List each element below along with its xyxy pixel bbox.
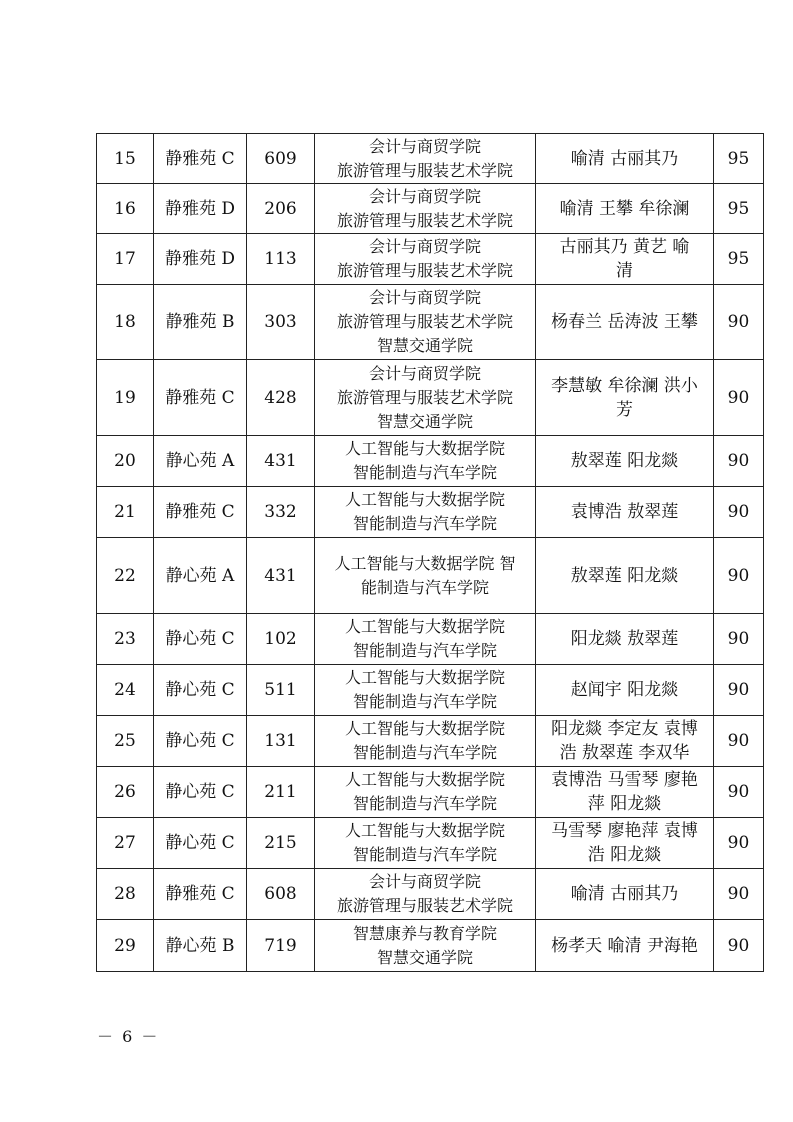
college-cell xyxy=(315,818,536,869)
score-cell: 90 xyxy=(714,818,764,869)
college-line: 会计与商贸学院 xyxy=(368,237,481,256)
college-cell xyxy=(315,487,536,538)
staff-cell xyxy=(536,436,714,487)
room-cell: 431 xyxy=(247,538,315,614)
college-line: 会计与商贸学院 xyxy=(368,186,481,206)
score-cell: 90 xyxy=(714,436,764,487)
score-cell: 95 xyxy=(714,234,764,285)
score-cell: 90 xyxy=(714,716,764,767)
room-cell: 206 xyxy=(247,184,315,234)
row-number-cell: 15 xyxy=(97,134,154,184)
college-line: 会计与商贸学院 xyxy=(368,288,481,307)
college-line: 人工智能与大数据学院 智 xyxy=(334,553,516,573)
building-cell: 静雅苑 B xyxy=(154,285,247,360)
staff-line: 袁博浩 马雪琴 廖艳 xyxy=(551,770,698,790)
row-number-cell: 29 xyxy=(97,920,154,972)
college-line: 智能制造与汽车学院 xyxy=(352,743,497,762)
college-line: 人工智能与大数据学院 xyxy=(344,617,505,636)
table-row xyxy=(97,716,764,767)
building-cell: 静雅苑 D xyxy=(154,234,247,285)
college-line: 智能制造与汽车学院 xyxy=(352,845,497,864)
college-cell xyxy=(315,184,536,234)
staff-line: 马雪琴 廖艳萍 袁博 xyxy=(551,821,698,841)
college-line: 人工智能与大数据学院 xyxy=(344,490,505,509)
college-line: 人工智能与大数据学院 xyxy=(344,821,505,840)
college-line: 旅游管理与服装艺术学院 xyxy=(336,896,513,915)
college-line: 智慧交通学院 xyxy=(376,336,473,355)
staff-cell xyxy=(536,234,714,285)
table-row xyxy=(97,869,764,920)
staff-line: 萍 阳龙燚 xyxy=(587,794,662,814)
college-line: 旅游管理与服装艺术学院 xyxy=(336,160,513,180)
score-cell: 90 xyxy=(714,285,764,360)
college-line: 旅游管理与服装艺术学院 xyxy=(336,210,513,230)
college-line: 会计与商贸学院 xyxy=(368,136,481,156)
building-cell: 静雅苑 C xyxy=(154,487,247,538)
room-cell: 608 xyxy=(247,869,315,920)
building-cell: 静心苑 A xyxy=(154,436,247,487)
building-cell: 静心苑 C xyxy=(154,665,247,716)
staff-cell xyxy=(536,920,714,972)
staff-line: 阳龙燚 李定友 袁博 xyxy=(551,719,698,739)
room-cell: 211 xyxy=(247,767,315,818)
college-cell xyxy=(315,134,536,184)
room-cell: 102 xyxy=(247,614,315,665)
college-line: 旅游管理与服装艺术学院 xyxy=(336,261,513,280)
college-cell xyxy=(315,285,536,360)
row-number-cell: 20 xyxy=(97,436,154,487)
college-line: 旅游管理与服装艺术学院 xyxy=(336,312,513,331)
staff-line: 喻清 古丽其乃 xyxy=(570,884,679,904)
staff-line: 浩 阳龙燚 xyxy=(587,845,662,865)
building-cell: 静雅苑 C xyxy=(154,360,247,436)
table-row xyxy=(97,538,764,614)
staff-line: 杨春兰 岳涛波 王攀 xyxy=(551,312,698,332)
building-cell: 静心苑 C xyxy=(154,614,247,665)
page-number: － 6 － xyxy=(97,1027,160,1046)
college-cell xyxy=(315,767,536,818)
staff-cell xyxy=(536,538,714,614)
room-cell: 511 xyxy=(247,665,315,716)
staff-cell xyxy=(536,869,714,920)
staff-line: 杨孝天 喻清 尹海艳 xyxy=(551,935,698,956)
staff-line: 李慧敏 牟徐澜 洪小 xyxy=(551,375,698,396)
college-line: 人工智能与大数据学院 xyxy=(344,668,505,687)
score-cell: 90 xyxy=(714,487,764,538)
college-line: 智能制造与汽车学院 xyxy=(352,514,497,533)
staff-cell xyxy=(536,184,714,234)
staff-cell xyxy=(536,614,714,665)
row-number-cell: 27 xyxy=(97,818,154,869)
row-number-cell: 26 xyxy=(97,767,154,818)
college-cell xyxy=(315,436,536,487)
room-cell: 113 xyxy=(247,234,315,285)
college-line: 智能制造与汽车学院 xyxy=(352,794,497,813)
row-number-cell: 17 xyxy=(97,234,154,285)
score-cell: 90 xyxy=(714,665,764,716)
table-row xyxy=(97,234,764,285)
row-number-cell: 21 xyxy=(97,487,154,538)
staff-cell xyxy=(536,716,714,767)
row-number-cell: 24 xyxy=(97,665,154,716)
score-cell: 90 xyxy=(714,360,764,436)
building-cell: 静雅苑 D xyxy=(154,184,247,234)
college-line: 智慧交通学院 xyxy=(376,947,473,967)
college-cell xyxy=(315,614,536,665)
table-body xyxy=(97,134,764,972)
room-cell: 131 xyxy=(247,716,315,767)
room-cell: 609 xyxy=(247,134,315,184)
table-row xyxy=(97,134,764,184)
college-cell xyxy=(315,920,536,972)
building-cell: 静心苑 C xyxy=(154,716,247,767)
college-cell xyxy=(315,234,536,285)
staff-cell xyxy=(536,360,714,436)
college-cell xyxy=(315,538,536,614)
college-cell xyxy=(315,360,536,436)
room-cell: 215 xyxy=(247,818,315,869)
table-row xyxy=(97,614,764,665)
staff-line: 芳 xyxy=(616,399,633,420)
staff-line: 袁博浩 敖翠莲 xyxy=(570,502,679,522)
college-line: 能制造与汽车学院 xyxy=(360,577,489,597)
score-cell: 90 xyxy=(714,869,764,920)
room-cell: 303 xyxy=(247,285,315,360)
college-line: 旅游管理与服装艺术学院 xyxy=(336,387,513,407)
staff-cell xyxy=(536,285,714,360)
college-cell xyxy=(315,665,536,716)
staff-line: 喻清 古丽其乃 xyxy=(570,148,679,169)
table-row xyxy=(97,920,764,972)
college-line: 智能制造与汽车学院 xyxy=(352,463,497,482)
staff-line: 浩 敖翠莲 李双华 xyxy=(559,743,690,763)
score-cell: 90 xyxy=(714,614,764,665)
table-row xyxy=(97,285,764,360)
row-number-cell: 16 xyxy=(97,184,154,234)
table-row xyxy=(97,487,764,538)
building-cell: 静心苑 C xyxy=(154,767,247,818)
college-cell xyxy=(315,869,536,920)
staff-line: 敖翠莲 阳龙燚 xyxy=(570,565,679,586)
staff-cell xyxy=(536,665,714,716)
score-cell: 95 xyxy=(714,134,764,184)
college-line: 智慧交通学院 xyxy=(376,411,473,431)
college-cell xyxy=(315,716,536,767)
row-number-cell: 19 xyxy=(97,360,154,436)
score-cell: 95 xyxy=(714,184,764,234)
table-row xyxy=(97,818,764,869)
row-number-cell: 18 xyxy=(97,285,154,360)
building-cell: 静心苑 C xyxy=(154,818,247,869)
staff-line: 喻清 王攀 牟徐澜 xyxy=(559,198,690,219)
score-cell: 90 xyxy=(714,920,764,972)
college-line: 会计与商贸学院 xyxy=(368,363,481,383)
staff-line: 敖翠莲 阳龙燚 xyxy=(570,451,679,471)
table-row xyxy=(97,767,764,818)
staff-line: 阳龙燚 敖翠莲 xyxy=(570,629,679,649)
college-line: 人工智能与大数据学院 xyxy=(344,719,505,738)
staff-line: 清 xyxy=(616,261,633,281)
building-cell: 静心苑 B xyxy=(154,920,247,972)
table-row xyxy=(97,360,764,436)
row-number-cell: 23 xyxy=(97,614,154,665)
room-cell: 332 xyxy=(247,487,315,538)
room-cell: 431 xyxy=(247,436,315,487)
college-line: 会计与商贸学院 xyxy=(368,872,481,891)
college-line: 人工智能与大数据学院 xyxy=(344,439,505,458)
staff-cell xyxy=(536,487,714,538)
room-cell: 428 xyxy=(247,360,315,436)
building-cell: 静雅苑 C xyxy=(154,134,247,184)
staff-cell xyxy=(536,818,714,869)
staff-cell xyxy=(536,767,714,818)
college-line: 智能制造与汽车学院 xyxy=(352,641,497,660)
staff-line: 古丽其乃 黄艺 喻 xyxy=(559,237,690,257)
table-row xyxy=(97,665,764,716)
staff-line: 赵闻宇 阳龙燚 xyxy=(570,680,679,700)
staff-cell xyxy=(536,134,714,184)
score-cell: 90 xyxy=(714,767,764,818)
dormitory-score-table xyxy=(96,133,764,972)
table-row xyxy=(97,436,764,487)
college-line: 智能制造与汽车学院 xyxy=(352,692,497,711)
college-line: 智慧康养与教育学院 xyxy=(352,923,497,943)
building-cell: 静心苑 A xyxy=(154,538,247,614)
college-line: 人工智能与大数据学院 xyxy=(344,770,505,789)
score-cell: 90 xyxy=(714,538,764,614)
row-number-cell: 22 xyxy=(97,538,154,614)
room-cell: 719 xyxy=(247,920,315,972)
table-row xyxy=(97,184,764,234)
row-number-cell: 25 xyxy=(97,716,154,767)
building-cell: 静雅苑 C xyxy=(154,869,247,920)
row-number-cell: 28 xyxy=(97,869,154,920)
